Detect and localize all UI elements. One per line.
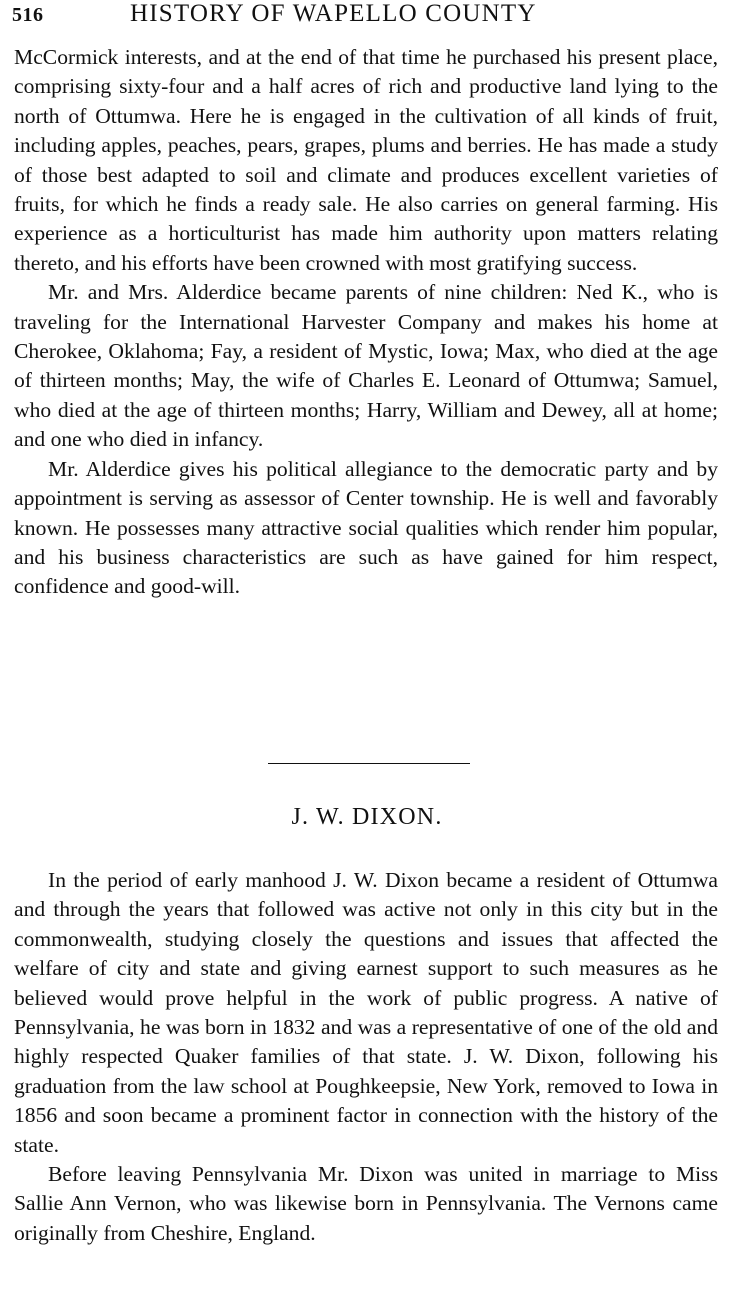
- paragraph-political: Mr. Alderdice gives his political allegiance to the democratic party and by appointment is serving as assessor of Center township. He is well and favorably known. He possesses many attractive social qualities which render him popular, and his business characteristics are such as have gained for him respect, confidence and good-will.: [14, 456, 718, 599]
- section-divider: [268, 763, 470, 764]
- paragraph-dixon-biography: In the period of early manhood J. W. Dixon became a resident of Ottumwa and through the years that followed was active not only in this city but in the commonwealth, studying closely the questions and issues that affected the welfare of city and state and giving earnest support to such measures as he believed would prove helpful in the work of public progress. A native of Pennsylvania, he was born in 1832 and was a representative of one of the old and highly respected Quaker families of that state. J. W. Dixon, following his graduation from the law school at Poughkeepsie, New York, removed to Iowa in 1856 and soon became a prominent factor in connection with the history of the state.: [14, 868, 718, 1157]
- section-title: J. W. DIXON.: [291, 804, 443, 830]
- body-text-top: [14, 43, 718, 602]
- body-text-bottom: [14, 866, 718, 1248]
- paragraph-fruit-farming: McCormick interests, and at the end of that time he purchased his present place, comprising sixty-four and a half acres of rich and productive land lying to the north of Ottumwa. Here he is engaged in the cultivation of all kinds of fruit, including apples, peaches, pears, grapes, plums and berries. He has made a study of those best adapted to soil and climate and produces excellent varieties of fruits, for which he finds a ready sale. He also carries on general farming. His experience as a horticulturist has made him authority upon matters relating thereto, and his efforts have been crowned with most gratifying success.: [14, 45, 718, 275]
- paragraph-children: Mr. and Mrs. Alderdice became parents of nine children: Ned K., who is traveling for the International Harvester Company and makes his home at Cherokee, Oklahoma; Fay, a resident of Mystic, Iowa; Max, who died at the age of thirteen months; May, the wife of Charles E. Leonard of Ottumwa; Samuel, who died at the age of thirteen months; Harry, William and Dewey, all at home; and one who died in infancy.: [14, 280, 718, 452]
- running-head: [10, 0, 724, 30]
- paragraph-dixon-marriage: Before leaving Pennsylvania Mr. Dixon was united in marriage to Miss Sallie Ann Vernon, who was likewise born in Pennsylvania. The Vernons came originally from Cheshire, England.: [14, 1162, 718, 1245]
- running-title: HISTORY OF WAPELLO COUNTY: [130, 0, 537, 27]
- page-number: 516: [12, 4, 44, 26]
